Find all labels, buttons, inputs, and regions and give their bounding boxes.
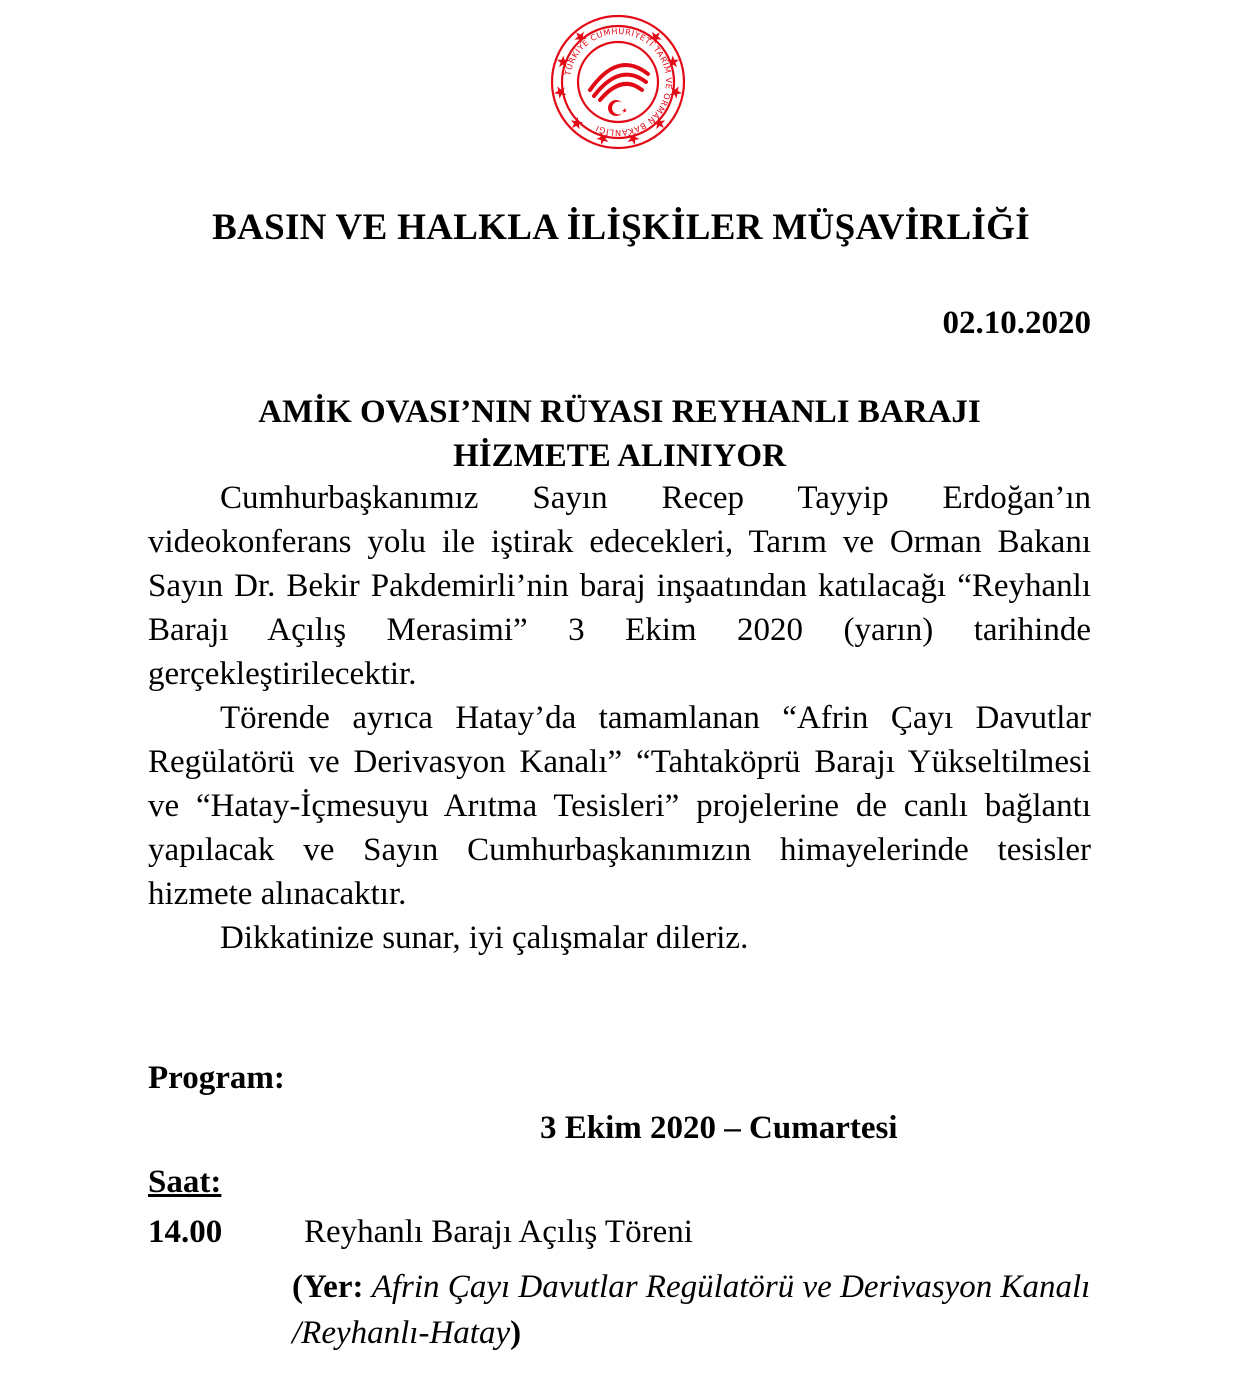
ministry-seal-logo (548, 12, 688, 152)
body-paragraph-1: Cumhurbaşkanımız Sayın Recep Tayyip Erdoğan’ın videokonferans yolu ile iştirak edecekleri, Tarım ve Orman Bakanı Sayın Dr. Bekir Pakdemirli’nin baraj inşaatından katılacağı “Reyhanlı Barajı Açılış Merasimi” 3 Ekim 2020 (yarın) tarihinde gerçekleştirilecektir. (148, 480, 1091, 692)
program-date: 3 Ekim 2020 – Cumartesi (540, 1110, 898, 1146)
headline (148, 390, 1091, 478)
location-close-paren: ) (510, 1315, 522, 1351)
program-label: Program: (148, 1060, 285, 1096)
wheat-arc-emblem (590, 65, 648, 100)
event-title: Reyhanlı Barajı Açılış Töreni (304, 1214, 693, 1250)
office-title: BASIN VE HALKLA İLİŞKİLER MÜŞAVİRLİĞİ (212, 207, 1030, 248)
headline-line-1: AMİK OVASI’NIN RÜYASI REYHANLI BARAJI (258, 394, 981, 430)
location-open-paren: ( (292, 1269, 303, 1305)
event-time: 14.00 (148, 1214, 223, 1250)
crescent-star-icon (608, 100, 627, 116)
location-value: Afrin Çayı Davutlar Regülatörü ve Derivasyon Kanalı /Reyhanlı-Hatay (292, 1269, 1091, 1351)
body-paragraph-2: Törende ayrıca Hatay’da tamamlanan “Afrin Çayı Davutlar Regülatörü ve Derivasyon Kanalı” “Tahtaköprü Barajı Yükseltilmesi ve “Hatay-İçmesuyu Arıtma Tesisleri” projelerine de canlı bağlantı yapılacak ve Sayın Cumhurbaşkanımızın himayelerinde tesisler hizmete alınacaktır. (148, 700, 1091, 912)
body-text (148, 476, 1091, 960)
location-label: Yer: (303, 1269, 364, 1305)
time-column-label: Saat: (148, 1164, 222, 1200)
seal-ring-text: TÜRKİYE CUMHURİYETİ TARIM VE ORMAN BAKANLIĞI (562, 25, 675, 139)
event-location (292, 1264, 1092, 1356)
document-date: 02.10.2020 (942, 305, 1091, 341)
headline-line-2: HİZMETE ALINIYOR (453, 438, 786, 474)
body-paragraph-3: Dikkatinize sunar, iyi çalışmalar dileriz. (220, 920, 749, 956)
